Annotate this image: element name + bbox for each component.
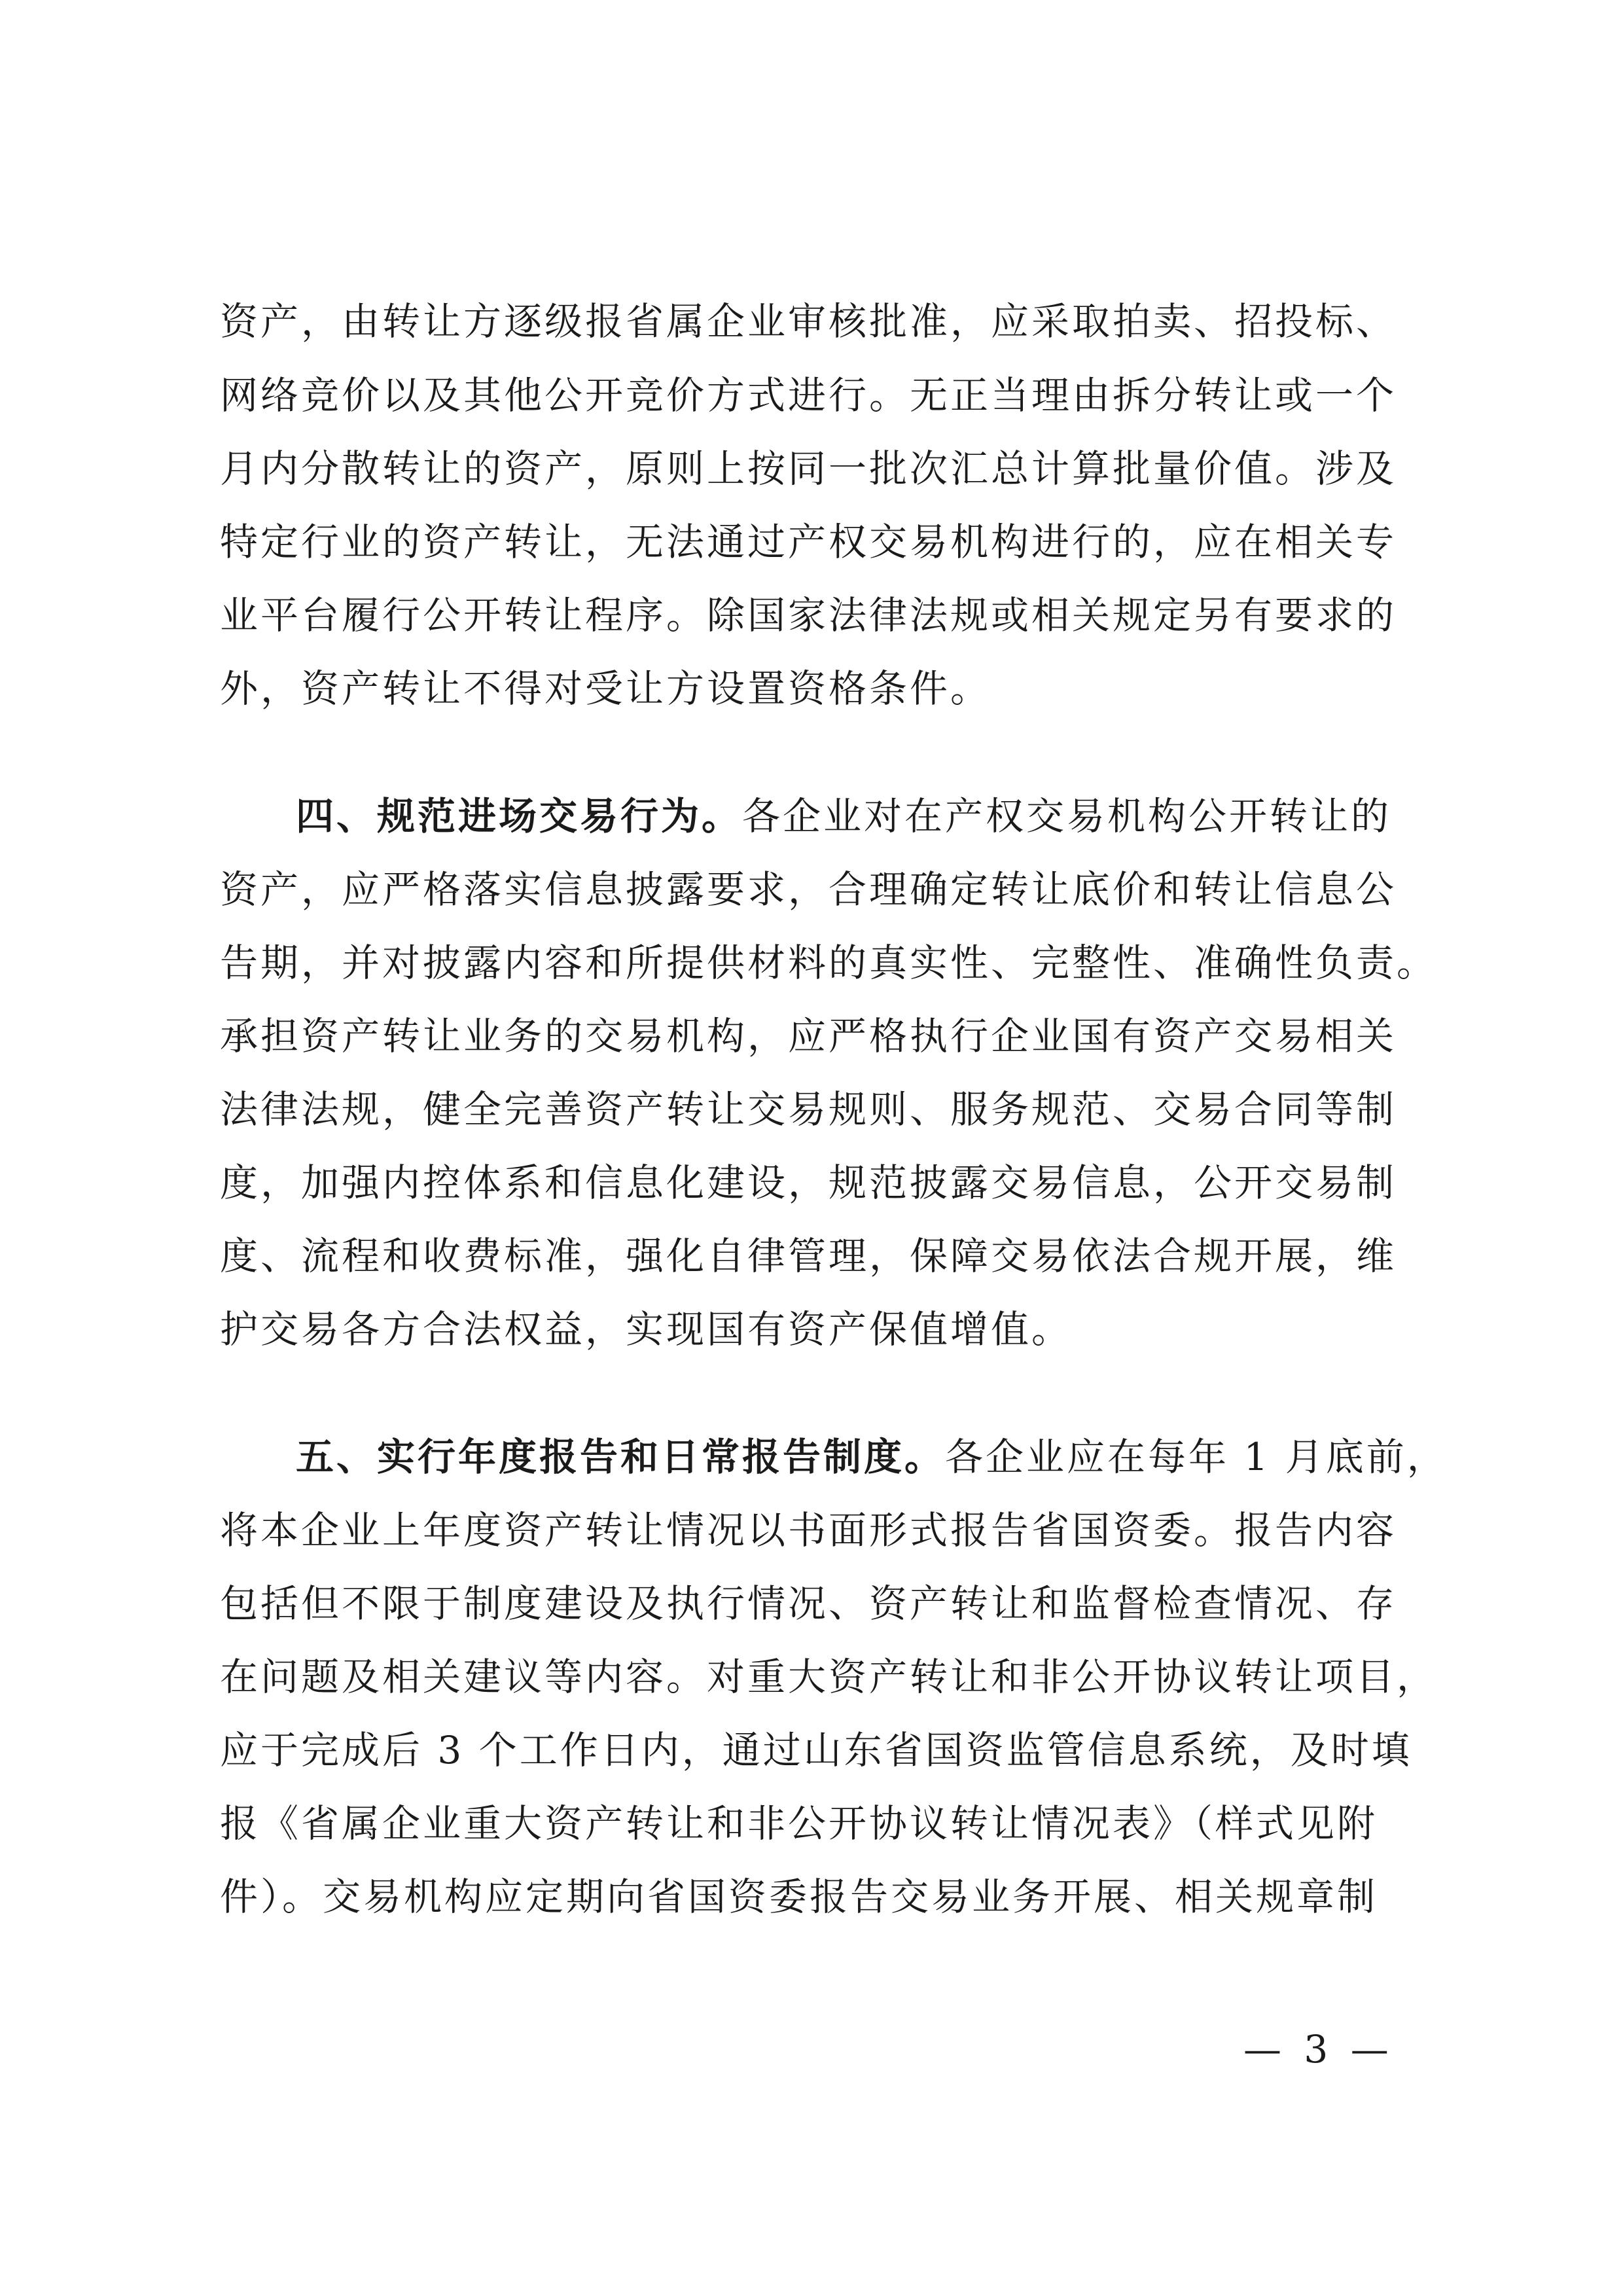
paragraph-line: 资产，应严格落实信息披露要求，合理确定转让底价和转让信息公 [220, 867, 1397, 912]
paragraph-line: 度，加强内控体系和信息化建设，规范披露交易信息，公开交易制 [220, 1160, 1397, 1205]
section-4-first-line-text: 各企业对在产权交易机构公开转让的 [742, 794, 1392, 838]
paragraph-line: 特定行业的资产转让，无法通过产权交易机构进行的，应在相关专 [220, 520, 1397, 564]
paragraph-line: 承担资产转让业务的交易机构，应严格执行企业国有资产交易相关 [220, 1014, 1397, 1058]
section-5-heading: 五、实行年度报告和日常报告制度。 [296, 1435, 946, 1479]
paragraph-line: 护交易各方合法权益，实现国有资产保值增值。 [220, 1307, 1073, 1352]
section-4-heading: 四、规范进场交易行为。 [296, 794, 743, 838]
paragraph-line: 业平台履行公开转让程序。除国家法律法规或相关规定另有要求的 [220, 593, 1397, 637]
paragraph-line: 报《省属企业重大资产转让和非公开协议转让情况表》（样式见附 [220, 1801, 1378, 1846]
paragraph-line: 法律法规，健全完善资产转让交易规则、服务规范、交易合同等制 [220, 1087, 1397, 1132]
paragraph-line: 网络竞价以及其他公开竞价方式进行。无正当理由拆分转让或一个 [220, 373, 1397, 418]
paragraph-line: 外，资产转让不得对受让方设置资格条件。 [220, 666, 991, 711]
paragraph-line: 应于完成后 3 个工作日内，通过山东省国资监管信息系统，及时填 [220, 1728, 1412, 1772]
page-number: — 3 — [1243, 2027, 1394, 2072]
section-5-first-line-text: 各企业应在每年 1 月底前， [945, 1435, 1448, 1479]
section-4-first-line [296, 793, 1463, 840]
paragraph-line: 度、流程和收费标准，强化自律管理，保障交易依法合规开展，维 [220, 1234, 1397, 1278]
paragraph-line: 包括但不限于制度建设及执行情况、资产转让和监督检查情况、存 [220, 1581, 1397, 1626]
paragraph-line: 资产，由转让方逐级报省属企业审核批准，应采取拍卖、招投标、 [220, 299, 1397, 344]
paragraph-line: 件）。交易机构应定期向省国资委报告交易业务开展、相关规章制 [220, 1874, 1378, 1919]
paragraph-line: 将本企业上年度资产转让情况以书面形式报告省国资委。报告内容 [220, 1508, 1397, 1552]
section-5-first-line [296, 1433, 1463, 1480]
paragraph-line: 在问题及相关建议等内容。对重大资产转让和非公开协议转让项目， [220, 1655, 1438, 1699]
paragraph-line: 告期，并对披露内容和所提供材料的真实性、完整性、准确性负责。 [220, 941, 1438, 985]
paragraph-line: 月内分散转让的资产，原则上按同一批次汇总计算批量价值。涉及 [220, 446, 1397, 491]
